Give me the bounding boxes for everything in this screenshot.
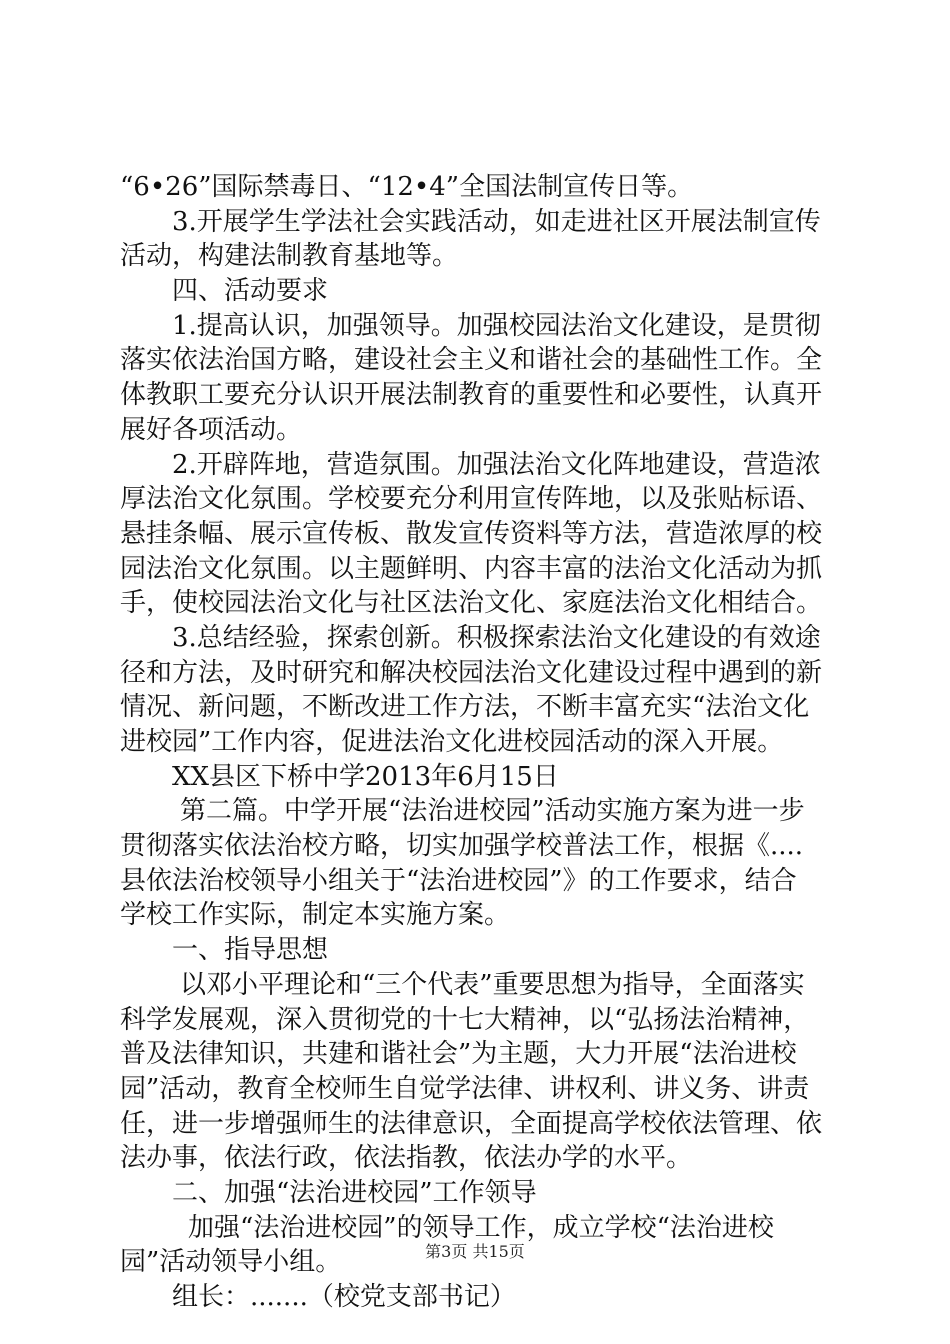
text-line: 园”活动，教育全校师生自觉学法律、讲权利、讲义务、讲责 [120, 1073, 810, 1104]
text-line: 体教职工要充分认识开展法制教育的重要性和必要性，认真开 [120, 380, 823, 411]
text-line: 任，进一步增强师生的法律意识，全面提高学校依法管理、依 [120, 1108, 823, 1139]
text-line: 第二篇。中学开展“法治进校园”活动实施方案为进一步 [180, 796, 805, 827]
text-line: 贯彻落实依法治校方略，切实加强学校普法工作，根据《.... [120, 831, 804, 862]
text-line: 情况、新问题，不断改进工作方法，不断丰富充实“法治文化 [120, 692, 810, 723]
text-line: 园法治文化氛围。以主题鲜明、内容丰富的法治文化活动为抓 [120, 553, 823, 584]
text-line: 科学发展观，深入贯彻党的十七大精神，以“弘扬法治精神， [120, 1004, 810, 1035]
document-body [120, 170, 840, 1315]
text-line: 落实依法治国方略，建设社会主义和谐社会的基础性工作。全 [120, 345, 823, 376]
text-line: 学校工作实际，制定本实施方案。 [120, 900, 511, 931]
text-line: 法办事，依法行政，依法指教，依法办学的水平。 [120, 1143, 693, 1174]
text-line: 活动，构建法制教育基地等。 [120, 241, 459, 272]
text-line: 展好各项活动。 [120, 414, 303, 445]
text-line: 3.开展学生学法社会实践活动，如走进社区开展法制宣传 [172, 206, 821, 237]
text-line: 径和方法，及时研究和解决校园法治文化建设过程中遇到的新 [120, 657, 823, 688]
text-line: 以邓小平理论和“三个代表”重要思想为指导，全面落实 [180, 969, 805, 1000]
text-line: 厚法治文化氛围。学校要充分利用宣传阵地，以及张贴标语、 [120, 484, 823, 515]
text-line: 3.总结经验，探索创新。积极探索法治文化建设的有效途 [172, 622, 821, 653]
page-number-footer: 第3页 共15页 [425, 1242, 525, 1261]
text-line: 组长：.......（校党支部书记） [172, 1282, 516, 1312]
text-line: 悬挂条幅、展示宣传板、散发宣传资料等方法，营造浓厚的校 [120, 518, 823, 549]
text-line: 进校园”工作内容，促进法治文化进校园活动的深入开展。 [120, 727, 784, 757]
text-line: 2.开辟阵地，营造氛围。加强法治文化阵地建设，营造浓 [172, 449, 821, 480]
section-heading: 一、指导思想 [172, 935, 329, 966]
text-line: “6•26”国际禁毒日、“12•4”全国法制宣传日等。 [120, 172, 694, 202]
signature-date-line: XX县区下桥中学2013年6月15日 [172, 761, 559, 792]
text-line: 1.提高认识，加强领导。加强校园法治文化建设，是贯彻 [172, 310, 821, 341]
section-heading: 二、加强“法治进校园”工作领导 [172, 1177, 537, 1208]
section-heading: 四、活动要求 [172, 276, 329, 307]
text-line: 手，使校园法治文化与社区法治文化、家庭法治文化相结合。 [120, 588, 823, 619]
text-line: 加强“法治进校园”的领导工作，成立学校“法治进校 [188, 1212, 774, 1243]
text-line: 普及法律知识，共建和谐社会”为主题，大力开展“法治进校 [120, 1039, 797, 1070]
text-line: 园”活动领导小组。 [120, 1247, 342, 1278]
text-line: 县依法治校领导小组关于“法治进校园”》的工作要求，结合 [120, 865, 797, 896]
